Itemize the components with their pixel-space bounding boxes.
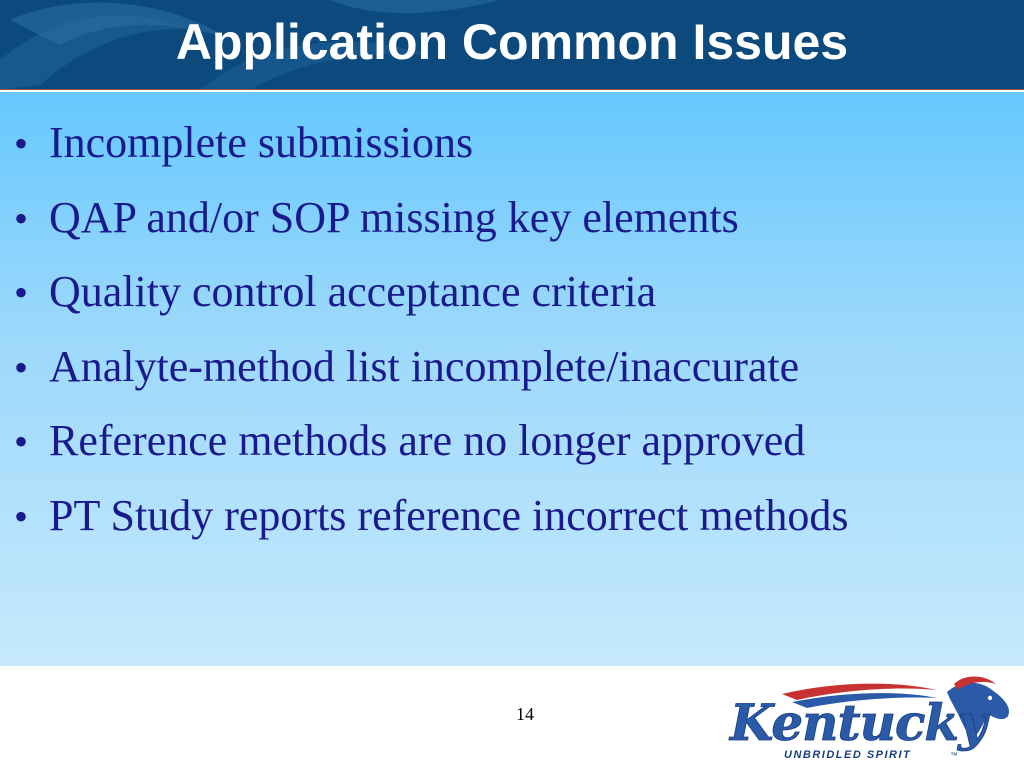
bullet-item xyxy=(14,404,1024,479)
bullet-dot: • xyxy=(14,493,29,539)
bullet-text: Quality control acceptance criteria xyxy=(49,267,657,316)
bullet-text: QAP and/or SOP missing key elements xyxy=(49,192,739,242)
slide-content xyxy=(0,92,1024,666)
slide-header xyxy=(0,0,1024,90)
bullet-text: PT Study reports reference incorrect methods xyxy=(49,490,849,540)
logo-trademark: ™ xyxy=(950,751,958,760)
bullet-item xyxy=(14,181,1024,256)
bullet-item xyxy=(14,479,1024,554)
kentucky-logo xyxy=(722,674,1014,764)
bullet-list xyxy=(0,92,1024,553)
bullet-dot: • xyxy=(14,121,29,166)
slide-footer xyxy=(0,666,1024,768)
bullet-dot: • xyxy=(14,195,29,241)
bullet-dot: • xyxy=(14,344,29,390)
bullet-dot: • xyxy=(14,270,29,315)
bullet-text: Incomplete submissions xyxy=(49,118,474,167)
header-divider xyxy=(0,89,1024,90)
slide-title: Application Common Issues xyxy=(175,14,849,70)
logo-tagline: UNBRIDLED SPIRIT xyxy=(784,749,912,761)
page-number: 14 xyxy=(516,704,534,724)
bullet-text: Analyte-method list incomplete/inaccurate xyxy=(49,341,800,391)
bullet-dot: • xyxy=(14,419,29,464)
bullet-item xyxy=(14,330,1024,405)
logo-wordmark: Kentucky xyxy=(730,693,987,752)
bullet-text: Reference methods are no longer approved xyxy=(49,416,806,465)
bullet-item xyxy=(14,255,1024,330)
bullet-item xyxy=(14,106,1024,181)
